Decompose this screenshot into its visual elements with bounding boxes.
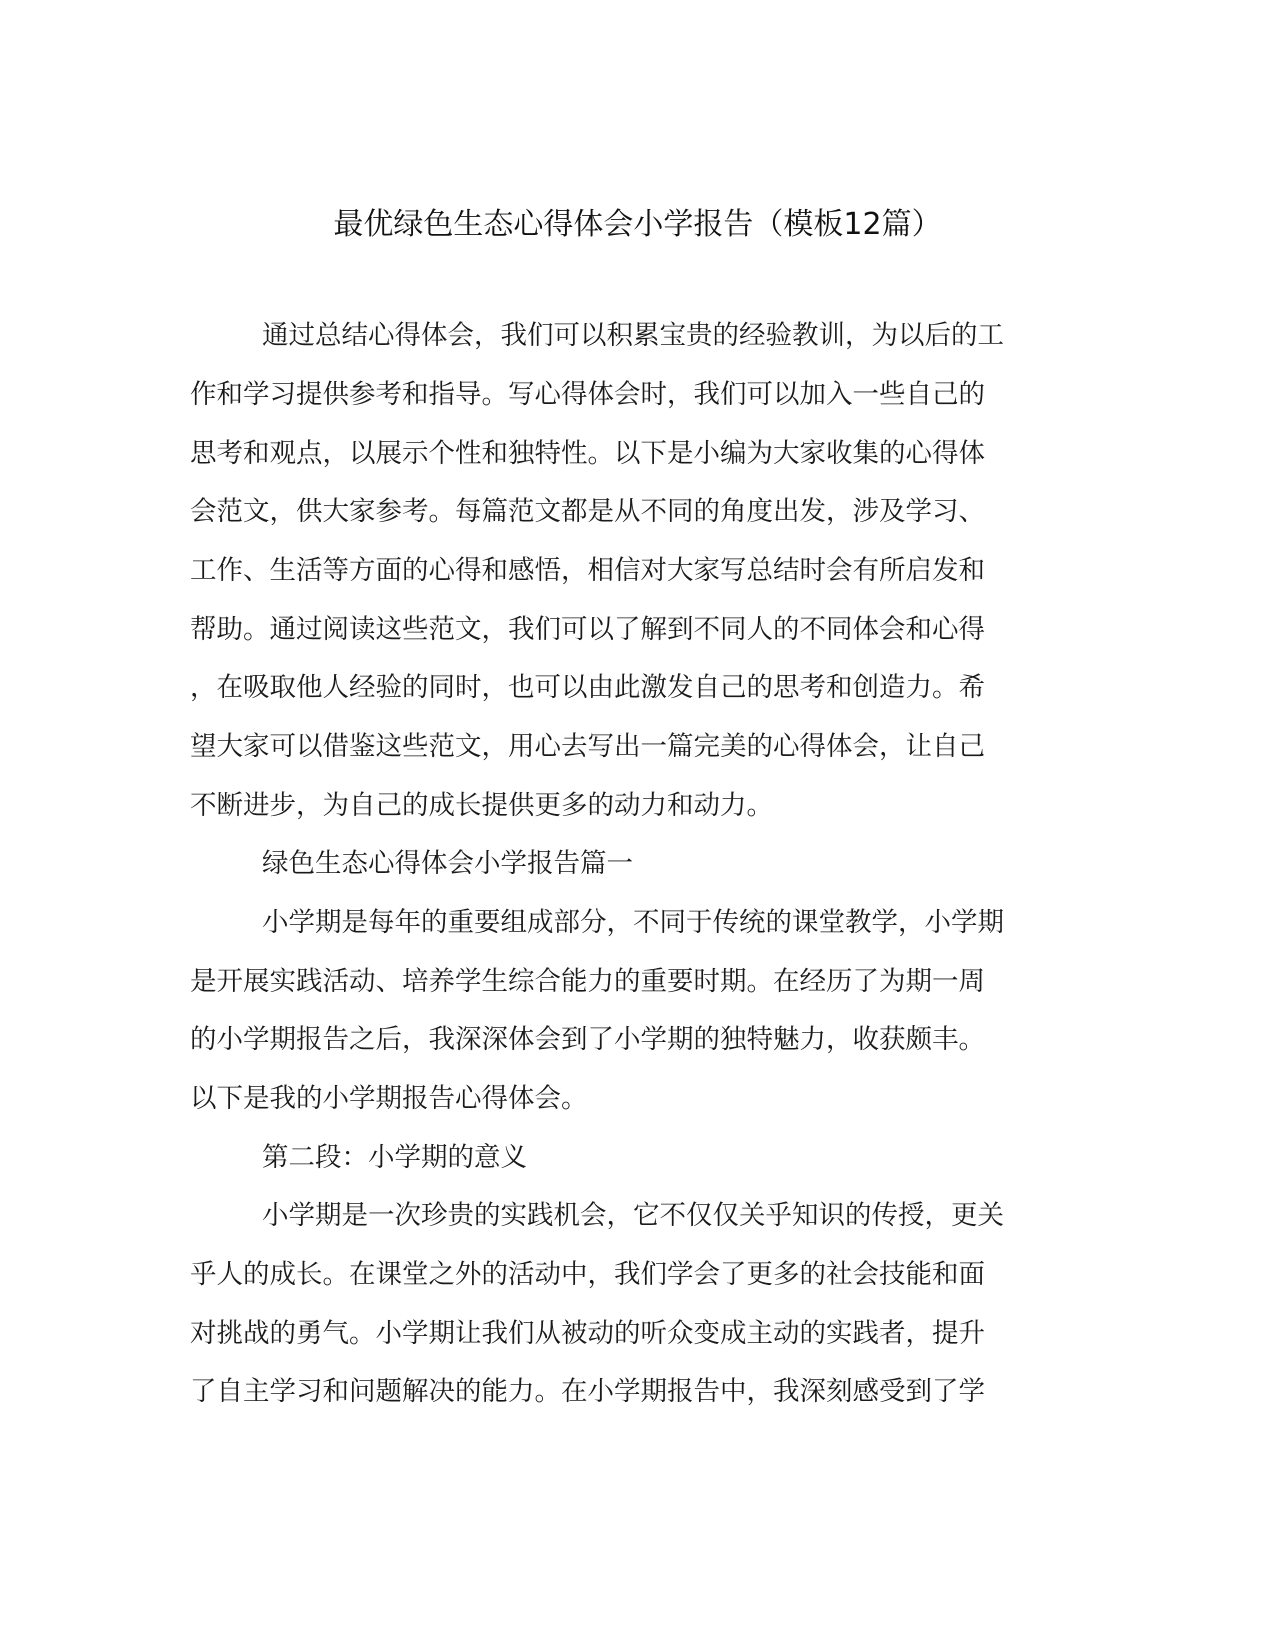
paragraph-3-line-1: 小学期是一次珍贵的实践机会，它不仅仅关乎知识的传授，更关 (262, 1200, 1004, 1231)
paragraph-3-line-4: 了自主学习和问题解决的能力。在小学期报告中，我深刻感受到了学 (190, 1376, 985, 1407)
paragraph-3-line-3: 对挑战的勇气。小学期让我们从被动的听众变成主动的实践者，提升 (190, 1318, 985, 1349)
paragraph-1-line-1: 通过总结心得体会，我们可以积累宝贵的经验教训，为以后的工 (262, 320, 1004, 351)
document-title: 最优绿色生态心得体会小学报告（模板12篇） (333, 207, 942, 242)
paragraph-2-line-1: 小学期是每年的重要组成部分，不同于传统的课堂教学，小学期 (262, 907, 1004, 938)
paragraph-1-line-4: 会范文，供大家参考。每篇范文都是从不同的角度出发，涉及学习、 (190, 496, 985, 527)
paragraph-1-line-3: 思考和观点，以展示个性和独特性。以下是小编为大家收集的心得体 (190, 438, 985, 469)
section-heading-1: 绿色生态心得体会小学报告篇一 (262, 848, 633, 879)
paragraph-1-line-5: 工作、生活等方面的心得和感悟，相信对大家写总结时会有所启发和 (190, 555, 985, 586)
paragraph-1-line-7: ，在吸取他人经验的同时，也可以由此激发自己的思考和创造力。希 (190, 672, 985, 703)
paragraph-1-line-2: 作和学习提供参考和指导。写心得体会时，我们可以加入一些自己的 (190, 379, 985, 410)
paragraph-2-line-3: 的小学期报告之后，我深深体会到了小学期的独特魅力，收获颇丰。 (190, 1024, 985, 1055)
paragraph-1-line-6: 帮助。通过阅读这些范文，我们可以了解到不同人的不同体会和心得 (190, 614, 985, 645)
paragraph-1-line-9: 不断进步，为自己的成长提供更多的动力和动力。 (190, 790, 773, 821)
paragraph-1-line-8: 望大家可以借鉴这些范文，用心去写出一篇完美的心得体会，让自己 (190, 731, 985, 762)
paragraph-2-line-4: 以下是我的小学期报告心得体会。 (190, 1083, 588, 1114)
paragraph-2-line-2: 是开展实践活动、培养学生综合能力的重要时期。在经历了为期一周 (190, 966, 985, 997)
section-heading-2: 第二段：小学期的意义 (262, 1142, 527, 1173)
paragraph-3-line-2: 乎人的成长。在课堂之外的活动中，我们学会了更多的社会技能和面 (190, 1259, 985, 1290)
